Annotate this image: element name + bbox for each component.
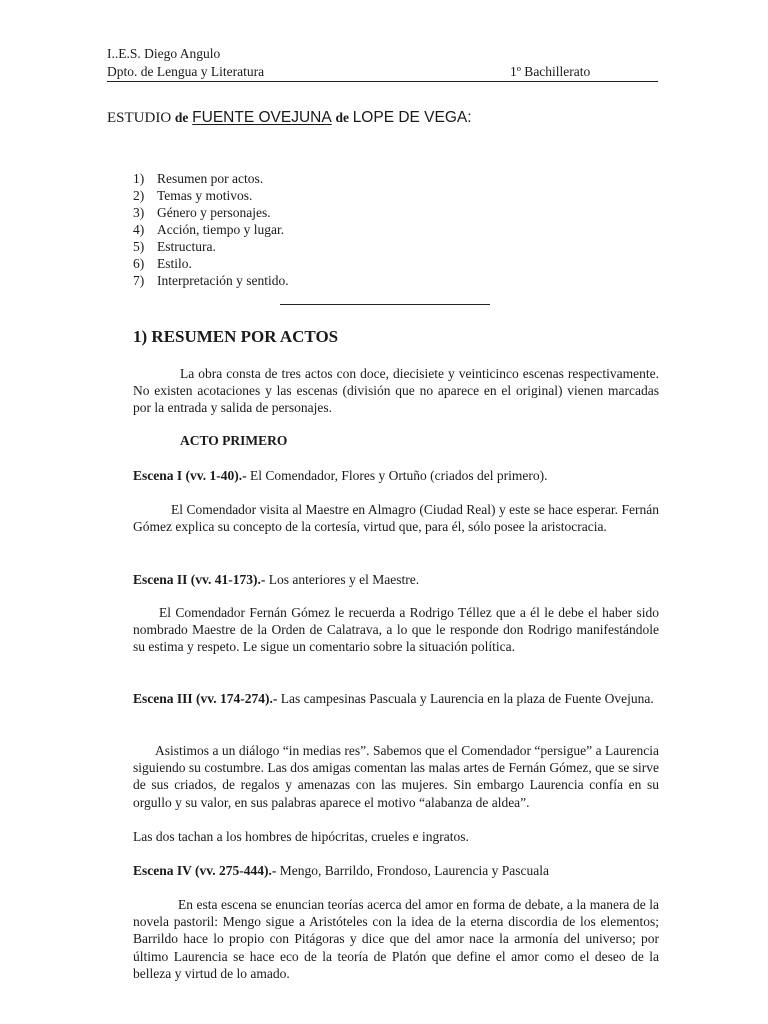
header-rule xyxy=(107,81,658,82)
list-item: 7) Interpretación y sentido. xyxy=(133,273,289,288)
list-item: 6) Estilo. xyxy=(133,256,192,271)
scene-heading: Escena I (vv. 1-40).- El Comendador, Flores y Ortuño (criados del primero). xyxy=(133,468,548,483)
contents-list xyxy=(133,170,289,289)
intro-paragraph: La obra consta de tres actos con doce, diecisiete y veinticinco escenas respectivamente. No existen acotaciones y las escenas (división que no aparece en el original) vienen marcadas por la entrada y salida de personajes. xyxy=(133,366,659,416)
section-heading: 1) RESUMEN POR ACTOS xyxy=(133,327,339,346)
list-item: 4) Acción, tiempo y lugar. xyxy=(133,222,285,237)
title-de-1: de xyxy=(174,110,189,125)
document-title xyxy=(107,109,472,127)
scene-summary: El Comendador visita al Maestre en Almagro (Ciudad Real) y este se hace esperar. Fernán Gómez explica su concepto de la cortesía, virtud que, para él, sólo posee la aristocracia. xyxy=(133,502,659,535)
list-item: 1) Resumen por actos. xyxy=(133,171,264,186)
course-name: 1º Bachillerato xyxy=(510,64,591,79)
department-line xyxy=(107,64,658,80)
act-heading: ACTO PRIMERO xyxy=(180,433,288,448)
scene-summary: En esta escena se enuncian teorías acerca del amor en forma de debate, a la manera de la novela pastoril: Mengo sigue a Aristóteles con la idea de la eterna discordia de los elementos; Barrildo hace lo propio con Pitágoras y dice que del amor nace la armonía del universo; por último Laurencia se hace eco de la teoría de Platón que define el amor como el deseo de la belleza y virtud de lo amado. xyxy=(133,897,659,981)
scene-summary: El Comendador Fernán Gómez le recuerda a Rodrigo Téllez que a él le debe el haber sido nombrado Maestre de la Orden de Calatrava, a lo que le responde don Rodrigo manifestándole su estima y respeto. Le sigue un comentario sobre la situación política. xyxy=(133,605,659,655)
title-prefix: ESTUDIO xyxy=(107,110,172,126)
scene-heading: Escena II (vv. 41-173).- Los anteriores y el Maestre. xyxy=(133,572,420,587)
list-item: 2) Temas y motivos. xyxy=(133,188,253,203)
department-name: Dpto. de Lengua y Literatura xyxy=(107,64,265,79)
scene-heading: Escena III (vv. 174-274).- Las campesinas Pascuala y Laurencia en la plaza de Fuente Ovejuna. xyxy=(133,691,654,706)
title-de-2: de xyxy=(335,110,349,125)
school-name: I..E.S. Diego Angulo xyxy=(107,46,221,61)
title-author: LOPE DE VEGA: xyxy=(352,109,472,126)
scene-heading: Escena IV (vv. 275-444).- Mengo, Barrildo, Frondoso, Laurencia y Pascuala xyxy=(133,863,549,878)
list-item: 5) Estructura. xyxy=(133,239,216,254)
scene-summary-continued: Las dos tachan a los hombres de hipócritas, crueles e ingratos. xyxy=(133,829,469,844)
section-divider xyxy=(280,304,490,305)
title-work: FUENTE OVEJUNA xyxy=(192,109,332,126)
list-item: 3) Género y personajes. xyxy=(133,205,271,220)
scene-summary: Asistimos a un diálogo “in medias res”. Sabemos que el Comendador “persigue” a Laurencia siguiendo su costumbre. Las dos amigas comentan las malas artes de Fernán Gómez, que se sirve de sus criados, de regalos y amenazas con las mujeres. Sin embargo Laurencia confía en su orgullo y su valor, en sus palabras aparece el motivo “alabanza de aldea”. xyxy=(133,743,659,810)
